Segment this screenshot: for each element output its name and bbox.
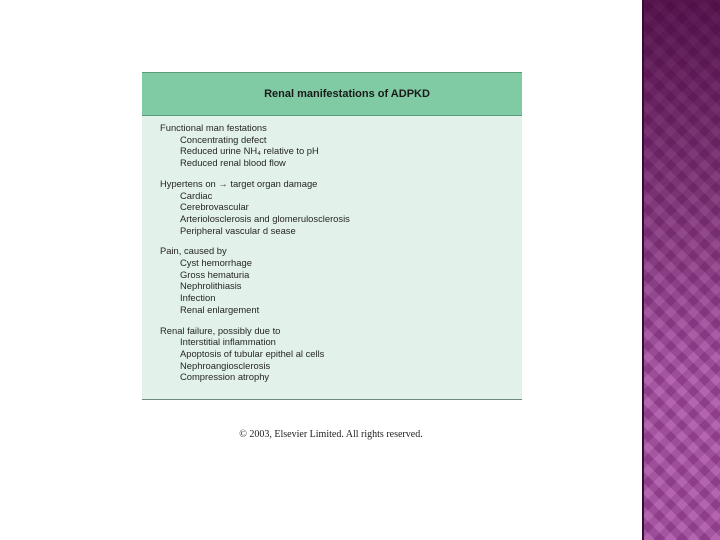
list-item: Reduced urine NH₄ relative to pH [180, 145, 319, 157]
table-title: Renal manifestations of ADPKD [264, 88, 430, 100]
section-renal-failure [160, 325, 522, 384]
list-item: Renal enlargement [180, 303, 260, 315]
section-heading: Functional man festations [160, 122, 267, 133]
list-item: Infection [180, 292, 216, 304]
list-item: Concentrating defect [180, 133, 267, 145]
copyright-notice: © 2003, Elsevier Limited. All rights reserved. [239, 429, 423, 440]
list-item: Nephroangiosclerosis [180, 359, 271, 371]
section-heading: Pain, caused by [160, 245, 227, 257]
list-item: Interstitial inflammation [180, 336, 276, 348]
decorative-side-strip [642, 0, 720, 540]
renal-manifestations-table [142, 72, 522, 400]
list-item: Peripheral vascular d sease [180, 224, 296, 236]
table-header [142, 72, 522, 116]
list-item: Nephrolithiasis [180, 280, 242, 292]
list-item: Reduced renal blood flow [180, 157, 286, 169]
section-heading: Renal failure, possibly due to [160, 324, 281, 336]
section-pain [160, 245, 522, 315]
section-functional [160, 122, 522, 169]
table-body [142, 116, 522, 383]
list-item: Cerebrovascular [180, 201, 249, 213]
list-item: Apoptosis of tubular epithel al cells [180, 347, 325, 359]
list-item: Arteriolosclerosis and glomerulosclerosis [180, 212, 350, 224]
section-heading: Hypertens on → target organ damage [160, 177, 318, 189]
list-item: Cyst hemorrhage [180, 257, 252, 269]
list-item: Compression atrophy [180, 371, 270, 383]
list-item: Cardiac [180, 189, 213, 201]
section-hypertension [160, 178, 522, 237]
list-item: Gross hematuria [180, 268, 250, 280]
